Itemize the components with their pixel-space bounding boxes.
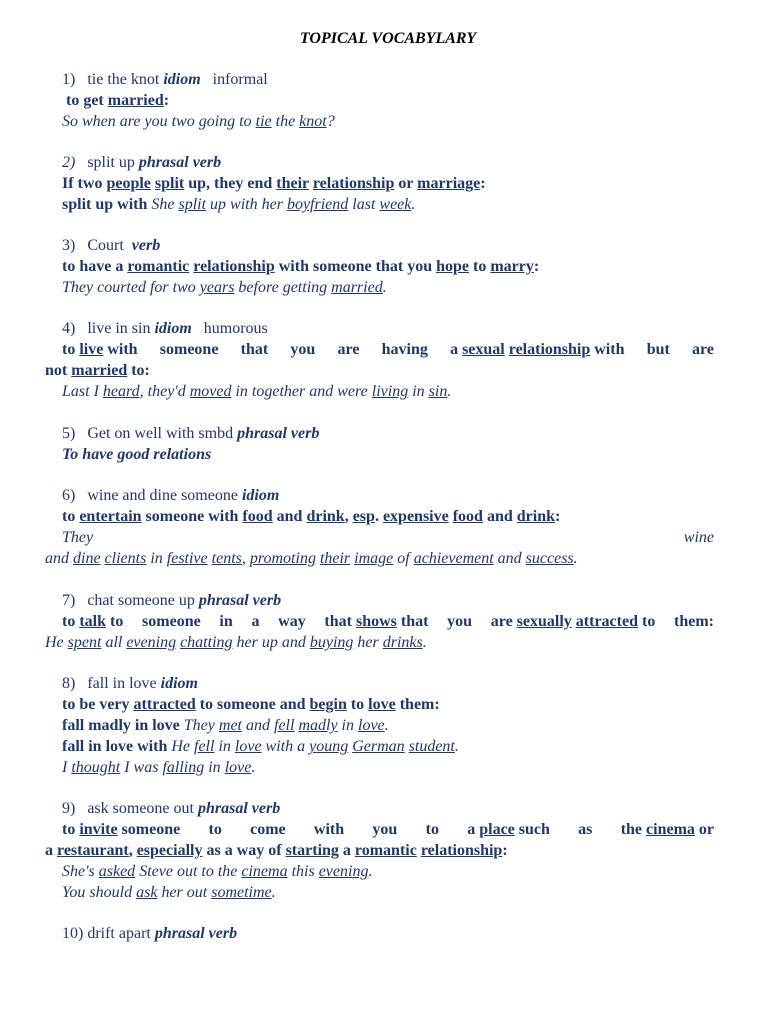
dictionary-link[interactable]: split: [154, 175, 185, 192]
entry-phrase: chat someone up: [87, 592, 195, 609]
dictionary-link[interactable]: drink: [516, 508, 555, 525]
entry-7-heading: [62, 591, 714, 611]
entry-type: phrasal verb: [154, 925, 238, 942]
entry-phrase: live in sin: [87, 320, 151, 337]
dictionary-link[interactable]: buying: [309, 634, 354, 651]
dictionary-link[interactable]: their: [276, 175, 309, 192]
entry-3-heading: [62, 236, 714, 256]
entry-9-example-1: She's asked Steve out to the cinema this evening.: [62, 863, 373, 880]
entry-type: phrasal verb: [197, 800, 281, 817]
dictionary-link[interactable]: week: [379, 196, 412, 213]
dictionary-link[interactable]: moved: [189, 383, 232, 400]
entry-2-example: split up with She split up with her boyfriend last week.: [62, 196, 416, 213]
entry-5-definition: To have good relations: [62, 446, 212, 463]
entry-number: 1): [62, 71, 76, 88]
entry-note: informal: [212, 71, 268, 88]
dictionary-link[interactable]: attracted: [133, 696, 196, 713]
dictionary-link[interactable]: drink: [306, 508, 345, 525]
entry-6-example-line-2: and dine clients in festive tents, promoting their image of achievement and success.: [45, 550, 578, 567]
dictionary-link[interactable]: romantic: [127, 258, 190, 275]
dictionary-link[interactable]: sexual: [462, 341, 505, 358]
dictionary-link[interactable]: invite: [79, 821, 118, 838]
entry-10-heading: [62, 924, 714, 944]
entry-4-definition-line-2: not married to:: [45, 362, 150, 379]
dictionary-link[interactable]: fell: [274, 717, 295, 734]
entry-2-definition: If two people split up, they end their relationship or marriage:: [62, 175, 486, 192]
entry-1-heading: [62, 70, 714, 90]
dictionary-link[interactable]: heard: [102, 383, 140, 400]
entry-phrase: Court: [87, 237, 124, 254]
dictionary-link[interactable]: begin: [309, 696, 347, 713]
dictionary-link[interactable]: restaurant: [57, 842, 129, 859]
dictionary-link[interactable]: spent: [67, 634, 102, 651]
dictionary-link[interactable]: especially: [136, 842, 203, 859]
dictionary-link[interactable]: drinks: [382, 634, 423, 651]
dictionary-link[interactable]: marry: [490, 258, 534, 275]
dictionary-link[interactable]: starting: [285, 842, 339, 859]
entry-3-definition: to have a romantic relationship with someone that you hope to marry:: [62, 258, 540, 275]
dictionary-link[interactable]: achievement: [413, 550, 494, 567]
dictionary-link[interactable]: cinema: [241, 863, 288, 880]
entry-7-example: He spent all evening chatting her up and buying her drinks.: [45, 634, 427, 651]
entry-8-example-3: I thought I was falling in love.: [62, 759, 256, 776]
dictionary-link[interactable]: cinema: [646, 821, 695, 838]
dictionary-link[interactable]: place: [479, 821, 515, 838]
entry-8-example-1: fall madly in love They met and fell madly in love.: [62, 717, 389, 734]
dictionary-link[interactable]: romantic: [354, 842, 417, 859]
entry-3-example: They courted for two years before getting married.: [62, 279, 387, 296]
dictionary-link[interactable]: boyfriend: [286, 196, 349, 213]
entry-phrase: drift apart: [87, 925, 151, 942]
dictionary-link[interactable]: thought: [71, 759, 121, 776]
entry-phrase: ask someone out: [87, 800, 194, 817]
dictionary-link[interactable]: live: [79, 341, 104, 358]
entry-8-example-2: fall in love with He fell in love with a young German student.: [62, 738, 459, 755]
entry-phrase: tie the knot: [87, 71, 160, 88]
dictionary-link[interactable]: clients: [104, 550, 147, 567]
entry-number: 10): [62, 925, 84, 942]
dictionary-link[interactable]: sin: [428, 383, 448, 400]
entry-type: idiom: [154, 320, 192, 337]
dictionary-link[interactable]: married: [71, 362, 128, 379]
dictionary-link[interactable]: promoting: [249, 550, 316, 567]
entry-type: idiom: [241, 487, 280, 504]
dictionary-link[interactable]: madly: [298, 717, 338, 734]
dictionary-link[interactable]: living: [371, 383, 409, 400]
entry-8-definition: to be very attracted to someone and begin to love them:: [62, 696, 440, 713]
dictionary-link[interactable]: ask: [136, 884, 158, 901]
entry-type: phrasal verb: [237, 425, 320, 442]
dictionary-link[interactable]: evening: [318, 863, 369, 880]
dictionary-link[interactable]: married: [331, 279, 383, 296]
dictionary-link[interactable]: success: [525, 550, 574, 567]
dictionary-link[interactable]: met: [218, 717, 242, 734]
dictionary-link[interactable]: esp: [352, 508, 375, 525]
dictionary-link[interactable]: marriage: [417, 175, 481, 192]
dictionary-link[interactable]: relationship: [193, 258, 275, 275]
entry-4-heading: [62, 319, 714, 339]
entry-6-example-line-1: They wine: [62, 529, 714, 546]
entry-8-heading: [62, 674, 714, 694]
dictionary-link[interactable]: falling: [162, 759, 205, 776]
entry-number: 9): [62, 800, 76, 817]
dictionary-link[interactable]: food: [452, 508, 483, 525]
dictionary-link[interactable]: love: [368, 696, 396, 713]
entry-1-example: So when are you two going to tie the knot?: [62, 113, 335, 130]
dictionary-link[interactable]: image: [354, 550, 394, 567]
dictionary-link[interactable]: tie: [255, 113, 272, 130]
entry-number: 7): [62, 592, 76, 609]
entry-9-definition-line-1: to invite someone to come with you to a place such as the cinema or: [62, 821, 714, 838]
entry-number: 3): [62, 237, 76, 254]
entry-phrase: fall in love: [87, 675, 157, 692]
entry-type: verb: [131, 237, 161, 254]
dictionary-link[interactable]: their: [319, 550, 351, 567]
entry-6-heading: [62, 486, 714, 506]
dictionary-link[interactable]: people: [106, 175, 151, 192]
dictionary-link[interactable]: festive: [166, 550, 208, 567]
dictionary-link[interactable]: years: [199, 279, 235, 296]
dictionary-link[interactable]: relationship: [508, 341, 591, 358]
dictionary-link[interactable]: German: [352, 738, 405, 755]
dictionary-link[interactable]: split: [178, 196, 207, 213]
page-title: TOPICAL VOCABYLARY: [299, 30, 477, 47]
entry-1-definition: to get married:: [66, 92, 170, 109]
entry-5-heading: [62, 424, 714, 444]
dictionary-link[interactable]: entertain: [79, 508, 142, 525]
entry-number: 8): [62, 675, 76, 692]
dictionary-link[interactable]: talk: [79, 613, 106, 630]
entry-note: humorous: [203, 320, 268, 337]
dictionary-link[interactable]: fell: [194, 738, 215, 755]
dictionary-link[interactable]: shows: [355, 613, 397, 630]
dictionary-link[interactable]: attracted: [575, 613, 638, 630]
dictionary-link[interactable]: young: [309, 738, 349, 755]
entry-type: idiom: [160, 675, 198, 692]
dictionary-link[interactable]: relationship: [312, 175, 395, 192]
entry-number: 4): [62, 320, 76, 337]
entry-phrase: split up: [87, 154, 135, 171]
dictionary-link[interactable]: food: [242, 508, 273, 525]
dictionary-link[interactable]: chatting: [180, 634, 233, 651]
dictionary-link[interactable]: asked: [98, 863, 136, 880]
dictionary-link[interactable]: expensive: [382, 508, 449, 525]
entry-phrase: wine and dine someone: [87, 487, 238, 504]
dictionary-link[interactable]: relationship: [420, 842, 503, 859]
dictionary-link[interactable]: love: [358, 717, 385, 734]
entry-number: 6): [62, 487, 76, 504]
dictionary-link[interactable]: knot: [299, 113, 327, 130]
entry-4-definition-line-1: to live with someone that you are having a sexual relationship with but are: [62, 341, 714, 358]
entry-type: phrasal verb: [138, 154, 222, 171]
dictionary-link[interactable]: student: [408, 738, 455, 755]
dictionary-link[interactable]: love: [224, 759, 252, 776]
dictionary-link[interactable]: evening: [126, 634, 177, 651]
entry-9-heading: [62, 799, 714, 819]
entry-2-heading: [62, 153, 714, 173]
entry-number: 2): [62, 154, 76, 171]
entry-type: phrasal verb: [198, 592, 282, 609]
entry-9-definition-line-2: a restaurant, especially as a way of starting a romantic relationship:: [45, 842, 508, 859]
dictionary-link[interactable]: tents: [211, 550, 242, 567]
dictionary-link[interactable]: sometime: [211, 884, 272, 901]
dictionary-link[interactable]: married: [107, 92, 164, 109]
entry-number: 5): [62, 425, 76, 442]
entry-6-definition: to entertain someone with food and drink, esp. expensive food and drink:: [62, 508, 561, 525]
entry-phrase: Get on well with smbd: [87, 425, 234, 442]
entry-9-example-2: You should ask her out sometime.: [62, 884, 276, 901]
entry-type: idiom: [163, 71, 201, 88]
dictionary-link[interactable]: love: [234, 738, 262, 755]
dictionary-link[interactable]: sexually: [516, 613, 572, 630]
entry-4-example: Last I heard, they'd moved in together and were living in sin.: [62, 383, 452, 400]
dictionary-link[interactable]: hope: [436, 258, 469, 275]
dictionary-link[interactable]: dine: [73, 550, 101, 567]
entry-7-definition: to talk to someone in a way that shows that you are sexually attracted to them:: [62, 613, 714, 630]
